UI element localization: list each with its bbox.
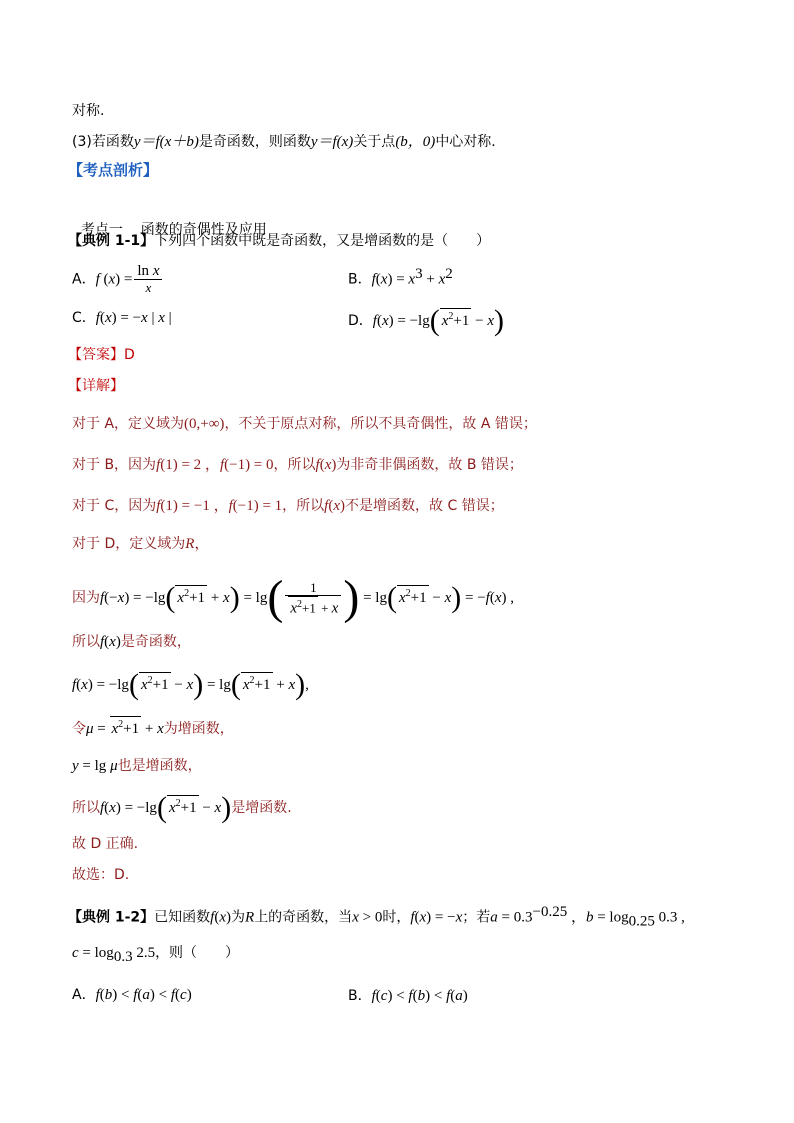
intro-math: (b，0) <box>395 134 436 150</box>
intro-math: y＝f(x＋b) <box>133 134 199 150</box>
option-label: B． <box>348 271 372 288</box>
explain-text: 是增函数. <box>231 800 292 816</box>
question-text: ；若 <box>462 909 491 926</box>
example1-question <box>68 231 490 251</box>
explain-math: R <box>185 536 195 552</box>
question-text: 上的奇函数，当 <box>254 909 353 926</box>
explain-a: 对于 A，定义域为(0,+∞)，不关于原点对称，所以不具奇偶性，故 A 错误； <box>72 416 537 432</box>
explain-text: 不是增函数，故 C 错误； <box>345 498 504 514</box>
fraction: $\frac{1}{x^2+1 + x}$ <box>285 580 341 616</box>
explain-d-domain: 对于 D，定义域为R， <box>72 536 210 552</box>
option-b: B．$f(x) = x^3 + x^2$ <box>348 266 453 288</box>
option-label: A． <box>72 987 96 1003</box>
example-tag: 【典例 1-2】 <box>68 909 155 926</box>
section-title-text: 【考点剖析】 <box>68 161 159 179</box>
explain-choose <box>72 865 129 885</box>
explain-d-lg: y = lg μ也是增函数， <box>72 758 202 774</box>
detail-tag-text: 【详解】 <box>68 378 124 394</box>
explain-text: 也是增函数， <box>117 758 202 774</box>
intro-text: 对称. <box>72 103 105 119</box>
explain-d-conclude: 所以f(x) = −lg( $x^2+1 - x$)是增函数. <box>72 791 292 824</box>
answer-text: 【答案】D <box>68 347 135 363</box>
option-label: A． <box>72 271 96 288</box>
question-text: 已知函数 <box>154 909 211 926</box>
answer-line <box>68 345 135 365</box>
section-title <box>68 160 158 180</box>
detail-tag <box>68 376 124 396</box>
intro-text: 关于点 <box>353 134 396 150</box>
example-tag: 【典例 1-1】 <box>68 233 155 249</box>
explain-text: 故 D 正确. <box>72 836 139 852</box>
question-text: 为 <box>231 909 246 926</box>
explain-text: ，所以 <box>273 457 316 473</box>
explain-text: 是奇函数， <box>120 634 191 650</box>
intro-text: 中心对称. <box>435 134 496 150</box>
explain-d-rewrite: f(x) = −lg( $x^2+1 - x) = \lg$( $x^2+1 + x$), <box>72 668 309 701</box>
question-text: ，则（ ） <box>155 945 240 961</box>
intro-math: y＝f(x) <box>310 134 354 150</box>
intro-line-2 <box>72 132 496 152</box>
explain-text: 因为 <box>72 590 100 607</box>
explain-text: 对于 D，定义域为 <box>72 536 186 552</box>
question-text: 时， <box>382 909 411 926</box>
explain-text: 令 <box>72 721 86 737</box>
explain-d-odd: 所以f(x)是奇函数， <box>72 634 191 650</box>
intro-line-1 <box>72 101 104 121</box>
explain-d-correct <box>72 834 138 854</box>
intro-text: (3)若函数 <box>72 134 134 150</box>
question-math: R <box>245 909 255 926</box>
option-label: C． <box>72 310 96 326</box>
example2-question-line2: $c = \log_{0.3} 2.5$，则（ ） <box>72 945 240 965</box>
explain-c: 对于 C，因为f(1) = −1 ，f(−1) = 1，所以f(x)不是增函数，故 C 错误； <box>72 498 504 514</box>
explain-text: ，所以 <box>282 498 325 514</box>
explain-text: 对于 C，因为 <box>72 498 157 514</box>
option-a: A．f (x) = $\frac{\text{ln x}}{x}$ <box>72 264 164 295</box>
explain-b: 对于 B，因为f(1) = 2 ，f(−1) = 0，所以f(x)为非奇非偶函数，故 B 错误； <box>72 457 523 473</box>
explain-text: 为增函数， <box>163 721 234 737</box>
explain-text: 对于 B，因为 <box>72 457 157 473</box>
explain-text: 所以 <box>72 634 100 650</box>
option-d: D．f(x) = −lg( $x^2+1 - x$) <box>348 304 504 337</box>
fraction: $\frac{\text{ln x}}{x}$ <box>134 264 162 295</box>
explain-text: ，不关于原点对称，所以不具奇偶性，故 A 错误； <box>224 416 537 432</box>
explain-text: 对于 A，定义域为 <box>72 416 185 432</box>
option-c: C．f(x) = −x | x | <box>72 310 172 326</box>
explain-text: 所以 <box>72 800 100 816</box>
option-label: B． <box>348 988 372 1004</box>
explain-d-derivation: 因为f(−x) = −lg( $x^2+1 + x) = \lg$( $\frac{1}{x^2+1 + x}$ ) = lg( $x^2+1 - x) = -f(x)$ , <box>72 571 515 625</box>
explain-text: 为非奇非偶函数，故 B 错误； <box>336 457 523 473</box>
explain-text: 故选：D. <box>72 867 130 883</box>
example2-option-a: A．f(b) < f(a) < f(c) <box>72 987 192 1003</box>
option-label: D． <box>348 313 373 329</box>
example2-question-line1: 【典例 1-2】已知函数f(x)为R上的奇函数，当x > 0时，f(x) = −x；若$a = 0.3^{-0.25}$ ，$b = \log_{0.25} 0.3$ , <box>68 904 685 930</box>
explain-d-let: 令$\mu = x^2+1 + x$为增函数， <box>72 716 234 739</box>
question-text: 下列四个函数中既是奇函数，又是增函数的是（ ） <box>154 233 491 249</box>
example2-option-b: B．f(c) < f(b) < f(a) <box>348 988 468 1004</box>
topic-text: 考点一 函数的奇偶性及应用 <box>80 222 267 238</box>
intro-text: 是奇函数，则函数 <box>198 134 311 150</box>
